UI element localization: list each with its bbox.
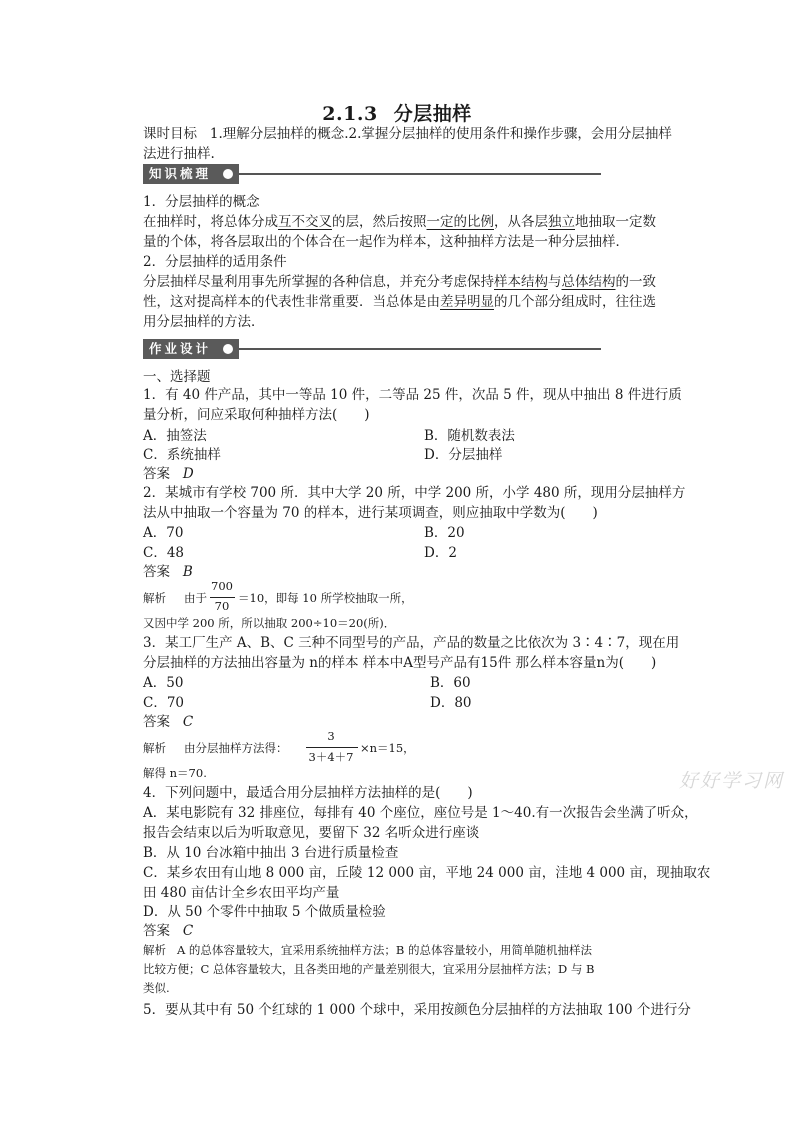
q2-answer: 答案 B (143, 564, 193, 580)
sec1-para-1a: 在抽样时，将总体分成互不交叉的层，然后按照一定的比例，从各层独立地抽取一定数 (143, 214, 656, 230)
banner-label: 作业设计 (143, 339, 239, 359)
banner-dot-icon (223, 169, 233, 179)
banner-label: 知识梳理 (143, 164, 239, 184)
q2-option-b: B．20 (424, 525, 465, 541)
q4-option-c-line-1: C．某乡农田有山地 8 000 亩，丘陵 12 000 亩，平地 24 000 亩，洼地 4 000 亩，现抽取农 (143, 865, 711, 881)
q1-option-d: D．分层抽样 (424, 447, 503, 463)
sec1-para-2b: 性，这对提高样本的代表性非常重要．当总体是由差异明显的几个部分组成时，往往选 (143, 294, 656, 310)
sec1-heading-1: 1．分层抽样的概念 (143, 194, 260, 210)
sec1-heading-2: 2．分层抽样的适用条件 (143, 254, 287, 270)
q4-solution-line-3: 类似. (143, 981, 170, 995)
q1-line-1: 1．有 40 件产品，其中一等品 10 件，二等品 25 件，次品 5 件，现从中抽出 8 件进行质 (143, 387, 682, 403)
q3-line-2: 分层抽样的方法抽出容量为 n的样本 样本中A型号产品有15件 那么样本容量n为( ) (143, 655, 657, 671)
q4-option-b: B．从 10 台冰箱中抽出 3 台进行质量检查 (143, 845, 399, 861)
q2-solution-post: ＝10，即每 10 所学校抽取一所， (238, 591, 413, 605)
fraction-denominator: 70 (214, 599, 230, 613)
q4-solution-line-1: 解析 A 的总体容量较大，宜采用系统抽样方法；B 的总体容量较小，用简单随机抽样法 (143, 943, 593, 957)
page-title (0, 99, 794, 126)
q1-option-a: A．抽签法 (143, 428, 207, 444)
q3-option-a: A．50 (143, 675, 184, 691)
underline-term: 独立 (548, 214, 575, 230)
q3-option-c: C．70 (143, 695, 185, 711)
goal-line-2: 法进行抽样. (143, 146, 215, 162)
q3-solution-line-2: 解得 n＝70. (143, 766, 207, 780)
q1-option-c: C．系统抽样 (143, 447, 221, 463)
banner-rule (239, 173, 601, 175)
goal-label: 课时目标 (143, 126, 197, 142)
sec1-para-1b: 量的个体，将各层取出的个体合在一起作为样本，这种抽样方法是一种分层抽样． (143, 234, 629, 250)
goal-line-1: 课时目标 1.理解分层抽样的概念.2.掌握分层抽样的使用条件和操作步骤，会用分层抽样 (143, 126, 672, 142)
q3-solution-label: 解析 (143, 741, 166, 755)
underline-term: 互不交叉 (278, 214, 332, 230)
fraction-numerator: 700 (211, 579, 233, 593)
q4-solution-line-2: 比较方便；C 总体容量较大，且各类田地的产量差别很大，宜采用分层抽样方法；D 与 B (143, 962, 595, 976)
underline-term: 总体结构 (561, 274, 616, 290)
title-number: 2.1.3 (322, 103, 378, 125)
fraction-bar (306, 747, 358, 748)
q2-solution-label: 解析 (143, 591, 166, 605)
q2-line-1: 2．某城市有学校 700 所．其中大学 20 所，中学 200 所，小学 480 所，现用分层抽样方 (143, 485, 686, 501)
q4-option-c-line-2: 田 480 亩估计全乡农田平均产量 (143, 885, 340, 901)
q4-option-a-line-1: A．某电影院有 32 排座位，每排有 40 个座位，座位号是 1～40.有一次报告会坐满了听众， (143, 805, 698, 821)
underline-term: 差异明显 (440, 294, 494, 310)
q2-solution-pre: 由于 (184, 591, 207, 605)
watermark: 好好学习网 (679, 770, 785, 792)
q3-solution-pre: 由分层抽样方法得： (184, 741, 288, 755)
q2-solution-line-2: 又因中学 200 所，所以抽取 200÷10＝20(所)． (143, 616, 396, 630)
q5-line-1: 5．要从其中有 50 个红球的 1 000 个球中，采用按颜色分层抽样的方法抽取 100 个进行分 (143, 1002, 691, 1018)
q3-solution-post: ×n＝15， (360, 741, 415, 755)
q4-answer: 答案 C (143, 923, 194, 939)
banner-dot-icon (223, 344, 233, 354)
q1-option-b: B．随机数表法 (424, 428, 515, 444)
section-heading: 一、选择题 (143, 369, 211, 385)
sec1-para-2c: 用分层抽样的方法． (143, 314, 265, 330)
q3-line-1: 3．某工厂生产 A、B、C 三种不同型号的产品，产品的数量之比依次为 3∶4∶7，现在用 (143, 635, 680, 651)
fraction-numerator: 3 (327, 729, 335, 743)
fraction-bar (210, 597, 235, 598)
q1-line-2: 量分析，问应采取何种抽样方法( ) (143, 407, 370, 423)
q4-option-d: D．从 50 个零件中抽取 5 个做质量检验 (143, 904, 386, 920)
q1-answer: 答案 D (143, 466, 194, 482)
q3-option-b: B．60 (430, 675, 471, 691)
q2-option-a: A．70 (143, 525, 184, 541)
sec1-para-2a: 分层抽样尽量利用事先所掌握的各种信息，并充分考虑保持样本结构与总体结构的一致 (143, 274, 656, 290)
q2-option-d: D．2 (424, 545, 457, 561)
underline-term: 样本结构 (494, 274, 548, 290)
q4-option-a-line-2: 报告会结束以后为听取意见，要留下 32 名听众进行座谈 (143, 825, 480, 841)
q3-answer: 答案 C (143, 714, 194, 730)
fraction-denominator: 3＋4＋7 (308, 750, 354, 764)
q3-option-d: D．80 (430, 695, 472, 711)
title-text: 分层抽样 (393, 103, 472, 125)
q2-option-c: C．48 (143, 545, 185, 561)
underline-term: 一定的比例 (426, 214, 494, 230)
banner-rule (239, 348, 601, 350)
q4-line-1: 4．下列问题中，最适合用分层抽样方法抽样的是( ) (143, 785, 473, 801)
q2-line-2: 法从中抽取一个容量为 70 的样本，进行某项调查，则应抽取中学数为( ) (143, 505, 598, 521)
